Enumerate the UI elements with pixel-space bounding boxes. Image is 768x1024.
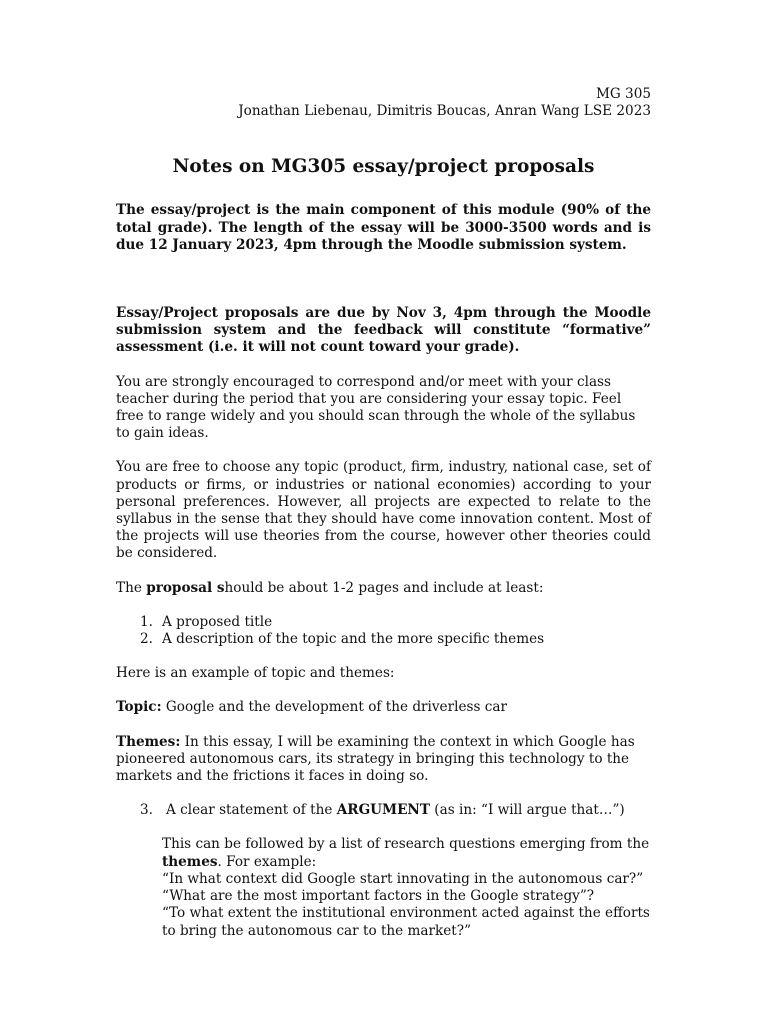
document-title: Notes on MG305 essay/project proposals	[172, 156, 595, 178]
proposal-length-paragraph	[116, 580, 651, 597]
research-questions-block	[116, 836, 651, 939]
list-item-argument	[116, 802, 651, 819]
argument-prefix: A clear statement of the	[166, 802, 337, 819]
proposal-prefix: The	[116, 579, 147, 596]
example-intro: Here is an example of topic and themes:	[116, 665, 395, 682]
topic-label: Topic:	[116, 699, 162, 716]
list-item-number: 1.	[140, 613, 153, 630]
research-question: “To what extent the institutional environment acted against the efforts to bring the autonomous car to the market?”	[162, 905, 650, 939]
encourage-paragraph: You are strongly encouraged to correspond and/or meet with your class teacher during the period that you are considering your essay topic. Feel free to range widely and you should scan through the whole of the syllabus to gain ideas.	[116, 373, 636, 442]
topic-paragraph	[116, 699, 651, 716]
research-intro: This can be followed by a list of research questions emerging from the	[162, 836, 650, 853]
topic-choice-paragraph: You are free to choose any topic (product, firm, industry, national case, set of products or firms, or industries or national economies) according to your personal preferences. However, all projects are expected to relate to the syllabus in the sense that they should have come innovation content. Most of the projects will use theories from the course, however other theories could be considered.	[116, 459, 651, 562]
list-item-number: 2.	[140, 631, 153, 648]
proposal-bold: proposal s	[146, 579, 225, 596]
themes-suffix: . For example:	[217, 853, 317, 870]
document-header	[116, 86, 651, 120]
list-item	[116, 631, 651, 648]
authors-line: Jonathan Liebenau, Dimitris Boucas, Anran Wang LSE 2023	[238, 103, 651, 120]
research-question: “What are the most important factors in the Google strategy”?	[162, 888, 595, 905]
list-item-text: A proposed title	[162, 613, 273, 630]
requirements-list	[116, 614, 651, 648]
document-page	[116, 86, 651, 940]
topic-text: Google and the development of the driverless car	[161, 699, 507, 716]
themes-text: In this essay, I will be examining the context in which Google has pioneered autonomous cars, its strategy in bringing this technology to the markets and the frictions it faces in doing so.	[116, 733, 635, 785]
research-question: “In what context did Google start innovating in the autonomous car?”	[162, 870, 644, 887]
argument-bold: ARGUMENT	[336, 802, 430, 819]
intro-paragraph: The essay/project is the main component of this module (90% of the total grade). The length of the essay will be 3000-3500 words and is due 12 January 2023, 4pm through the Moodle submission system.	[116, 202, 651, 253]
argument-suffix: (as in: “I will argue that…”)	[429, 802, 625, 819]
themes-paragraph	[116, 734, 651, 786]
themes-label: Themes:	[116, 733, 181, 750]
proposals-due-paragraph: Essay/Project proposals are due by Nov 3, 4pm through the Moodle submission system and the feedback will constitute “formative” assessment (i.e. it will not count toward your grade).	[116, 305, 651, 356]
course-code: MG 305	[595, 86, 651, 102]
list-item-text: A description of the topic and the more specific themes	[162, 631, 545, 648]
research-themes-line	[162, 854, 651, 871]
proposal-suffix: hould be about 1-2 pages and include at least:	[224, 579, 544, 596]
list-item-number: 3.	[140, 802, 153, 819]
themes-bold: themes	[162, 853, 218, 870]
list-item	[116, 614, 651, 631]
